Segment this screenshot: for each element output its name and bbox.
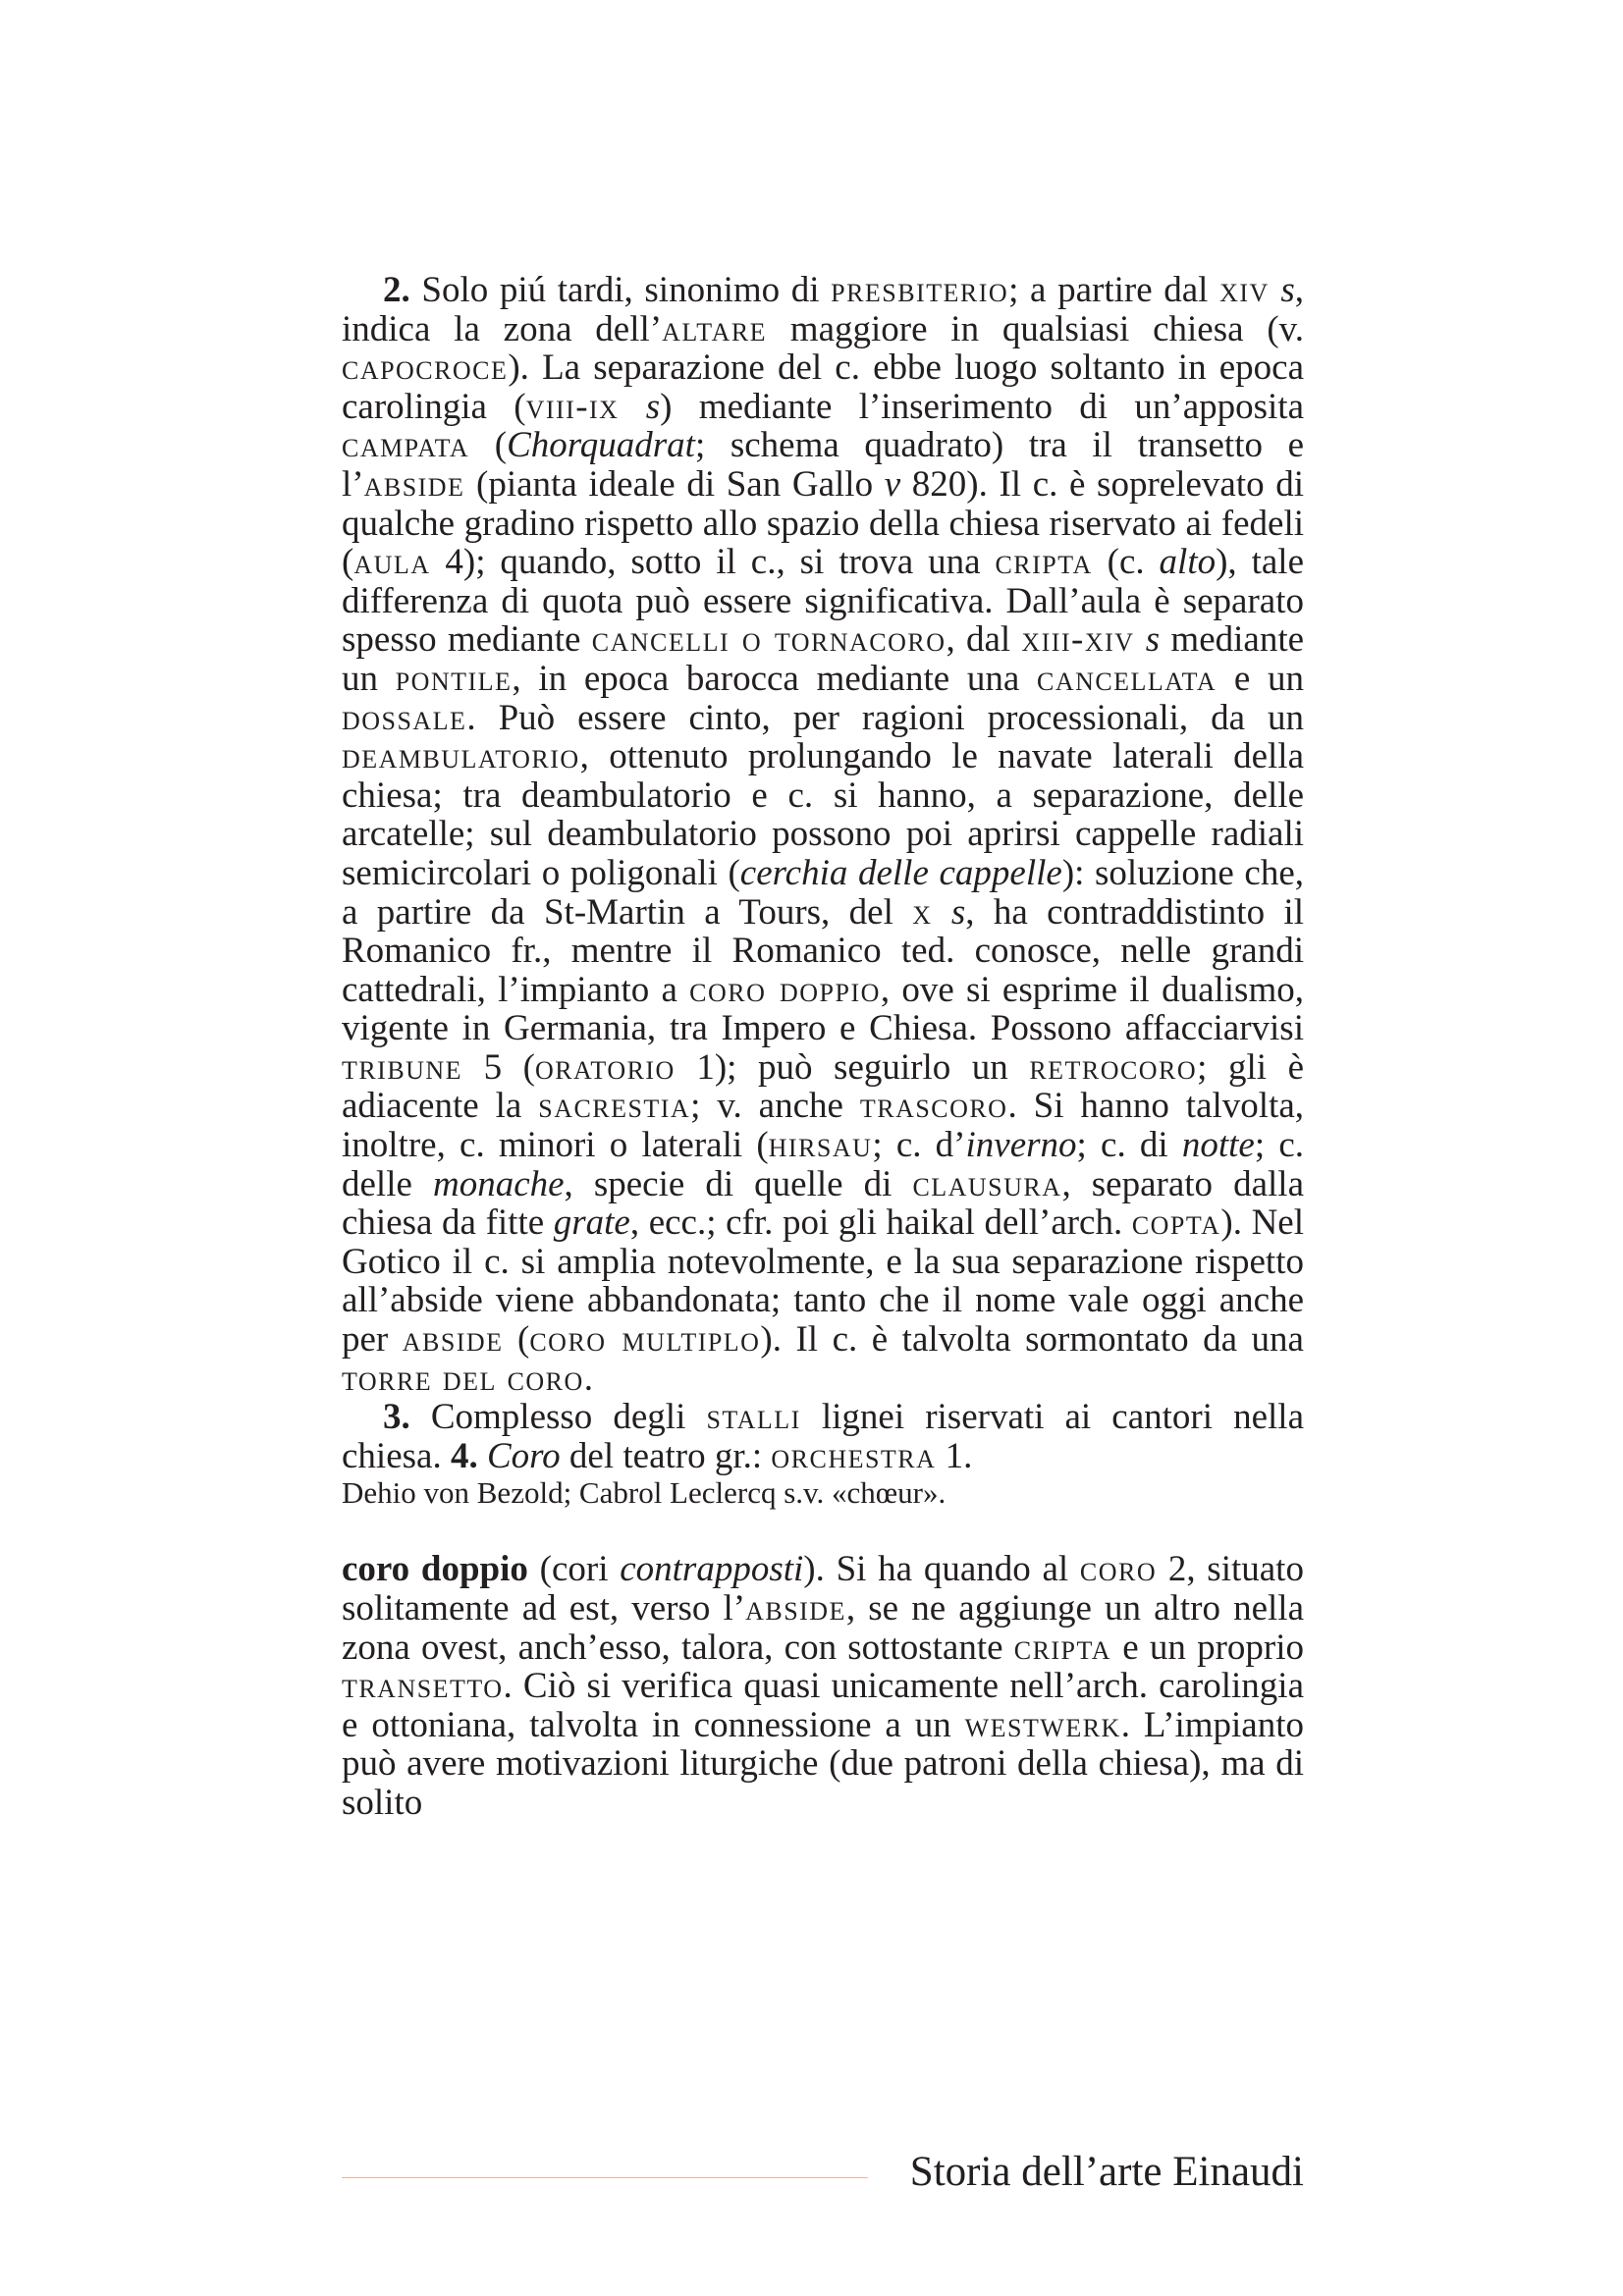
italic-term: v	[884, 463, 901, 505]
text-run: . Può essere cinto, per ragioni processionali, da un	[466, 697, 1304, 738]
cross-reference[interactable]: coro	[1079, 1549, 1158, 1590]
text-run: 5 (	[462, 1046, 535, 1088]
century-abbrev: s	[950, 891, 966, 933]
sense-number: 3.	[383, 1397, 410, 1438]
italic-term: contrapposti	[620, 1549, 804, 1590]
cross-reference[interactable]: tornacoro	[774, 619, 947, 661]
text-run	[478, 1436, 487, 1476]
italic-term: monache	[432, 1163, 565, 1204]
text-run: (	[469, 425, 508, 466]
paragraph-sense-2	[342, 271, 1304, 1398]
cross-reference[interactable]: orchestra	[771, 1435, 937, 1476]
text-run: (pianta ideale di San Gallo	[464, 463, 885, 505]
cross-reference[interactable]: cripta	[995, 542, 1093, 583]
cross-reference[interactable]: cancelli	[591, 619, 730, 661]
text-run: ). Nel Gotico il c. si amplia notevolmente, e la sua separazione rispetto all’abside viene abbandonata; tanto che il nome vale oggi anche per	[342, 1202, 1304, 1361]
text-run: ; c. delle	[342, 1125, 1305, 1204]
cross-reference[interactable]: transetto	[342, 1666, 504, 1707]
century-abbrev: s	[645, 386, 661, 427]
text-run: 2, situato solitamente ad est, verso l’	[342, 1549, 1304, 1629]
italic-term: Chorquadrat	[507, 425, 695, 466]
text-run: , in epoca barocca mediante una	[512, 658, 1037, 699]
cross-reference[interactable]: westwerk	[964, 1704, 1121, 1745]
text-run: , ha contraddistinto il Romanico fr., mentre il Romanico ted. conosce, nelle grandi cattedrali, l’impianto a	[342, 891, 1304, 1010]
cross-reference[interactable]: stalli	[706, 1397, 801, 1438]
cross-reference[interactable]: abside	[745, 1588, 846, 1629]
cross-reference[interactable]: cancellata	[1037, 658, 1217, 699]
text-run: e un	[1217, 658, 1304, 699]
cross-reference[interactable]: clausura	[912, 1163, 1062, 1204]
text-run: , ottenuto prolungando le navate laterali della chiesa; tra deambulatorio e c. si hanno, a separazione, delle arcatelle; sul deambulatorio possono poi aprirsi cappelle radiali semicircolari o poligonali (	[342, 736, 1304, 893]
century-abbrev: s	[1145, 619, 1161, 661]
cross-reference[interactable]: torre del coro	[342, 1358, 584, 1399]
paragraph-sense-3-4	[342, 1398, 1304, 1475]
paragraph	[342, 1550, 1304, 1822]
text-run: (c.	[1092, 542, 1160, 583]
text-run: . Ciò si verifica quasi unicamente nell’arch. carolingia e ottoniana, talvolta in connessione a un	[342, 1666, 1304, 1745]
cross-reference[interactable]: abside	[402, 1319, 504, 1361]
cross-reference[interactable]: aula	[353, 542, 431, 583]
text-run: Complesso degli	[409, 1397, 707, 1438]
text-run: del teatro gr.:	[560, 1435, 772, 1476]
text-run: ; c. di	[1076, 1125, 1182, 1166]
text-run: .	[583, 1358, 594, 1399]
cross-reference[interactable]: coro multiplo	[529, 1319, 761, 1361]
text-run: ; schema quadrato) tra il transetto e l’	[342, 425, 1305, 505]
text-run: . Si hanno talvolta, inoltre, c. minori o laterali (	[342, 1086, 1304, 1166]
cross-reference[interactable]: trascoro	[859, 1086, 1008, 1127]
sense-number: 4.	[450, 1435, 478, 1476]
century-numeral: xiii-xiv	[1021, 619, 1135, 661]
text-run: , indica la zona dell’	[342, 270, 1305, 349]
text-run: , specie di quelle di	[564, 1163, 913, 1204]
cross-reference[interactable]: cripta	[1013, 1627, 1112, 1668]
century-abbrev: s	[1280, 270, 1295, 310]
text-run: , ecc.; cfr. poi gli haikal dell’arch.	[629, 1202, 1132, 1244]
cross-reference[interactable]: presbiterio	[831, 270, 1009, 310]
sense-number: 2.	[383, 270, 410, 310]
century-numeral: xiv	[1219, 270, 1270, 310]
cross-reference[interactable]: pontile	[395, 658, 513, 699]
italic-term: notte	[1181, 1125, 1255, 1166]
text-run: 1.	[936, 1435, 973, 1476]
cross-reference[interactable]: copta	[1131, 1202, 1221, 1244]
text-run: ). Il c. è talvolta sormontato da una	[760, 1319, 1304, 1361]
italic-term: inverno	[965, 1125, 1077, 1166]
text-run: ; c. d’	[872, 1125, 966, 1166]
text-run: 4); quando, sotto il c., si trova una	[430, 542, 996, 583]
text-run: maggiore in qualsiasi chiesa (v.	[767, 308, 1304, 349]
text-run: ). Si ha quando al	[803, 1549, 1080, 1590]
cross-reference[interactable]: sacrestia	[538, 1086, 691, 1127]
text-run: lignei riservati ai cantori nella chiesa.	[342, 1397, 1304, 1476]
text-run: 1); può seguirlo un	[675, 1046, 1030, 1088]
text-run: , dal	[946, 619, 1022, 661]
text-run: mediante un	[342, 619, 1305, 699]
text-run: ; a partire dal	[1008, 270, 1220, 310]
century-numeral: viii-ix	[525, 386, 620, 427]
cross-reference[interactable]: tribune	[342, 1046, 463, 1088]
text-run: , ove si esprime il dualismo, vigente in Germania, tra Impero e Chiesa. Possono affacciarvisi	[342, 969, 1304, 1049]
italic-term: grate	[553, 1202, 630, 1244]
text-column	[342, 271, 1304, 1823]
cross-reference[interactable]: retrocoro	[1029, 1046, 1198, 1088]
text-run: ). La separazione del c. ebbe luogo soltanto in epoca carolingia (	[342, 347, 1304, 427]
cross-reference[interactable]: dossale	[342, 697, 467, 738]
footer-rule	[342, 2177, 868, 2178]
text-run: ): soluzione che, a partire da St-Martin a Tours, del	[342, 852, 1305, 933]
cross-reference[interactable]: hirsau	[768, 1125, 873, 1166]
text-run: (cori	[527, 1549, 621, 1590]
century-numeral: x	[912, 891, 933, 933]
cross-reference[interactable]: deambulatorio	[342, 736, 580, 777]
cross-reference[interactable]: campata	[342, 425, 470, 466]
text-run: , separato dalla chiesa da fitte	[342, 1163, 1304, 1244]
italic-term: Coro	[486, 1435, 561, 1476]
cross-reference[interactable]: capocroce	[342, 347, 509, 389]
text-run: ; v. anche	[690, 1086, 860, 1127]
entry-headword: coro doppio	[342, 1549, 528, 1590]
text-run: ) mediante l’inserimento di un’apposita	[660, 386, 1305, 427]
cross-reference[interactable]: coro doppio	[689, 969, 881, 1010]
text-run: . L’impianto può avere motivazioni liturgiche (due patroni della chiesa), ma di solito	[342, 1704, 1304, 1823]
text-run: ), tale differenza di quota può essere significativa. Dall’aula è separato spesso mediante	[342, 542, 1304, 661]
text-run: ; gli è adiacente la	[342, 1046, 1305, 1127]
text-run: e un proprio	[1111, 1627, 1304, 1668]
text-run: (	[503, 1319, 530, 1361]
footer-publisher: Storia dell’arte Einaudi	[909, 2149, 1304, 2195]
italic-term: cerchia delle cappelle	[739, 852, 1062, 893]
text-run: 820). Il c. è soprelevato di qualche gradino rispetto allo spazio della chiesa riservato ai fedeli (	[342, 463, 1305, 583]
cross-reference[interactable]: abside	[363, 463, 465, 505]
text-run: Solo piú tardi, sinonimo di	[409, 270, 832, 310]
italic-term: alto	[1159, 542, 1217, 583]
bibliography: Dehio von Bezold; Cabrol Leclercq s.v. «chœur».	[342, 1475, 947, 1511]
entry-coro-doppio	[342, 1550, 1304, 1822]
cross-reference[interactable]: altare	[662, 308, 768, 349]
cross-reference[interactable]: oratorio	[534, 1046, 676, 1088]
text-run: o	[730, 619, 775, 661]
entry-coro-continuation	[342, 271, 1304, 1511]
text-run: , se ne aggiunge un altro nella zona ovest, anch’esso, talora, con sottostante	[342, 1588, 1304, 1668]
